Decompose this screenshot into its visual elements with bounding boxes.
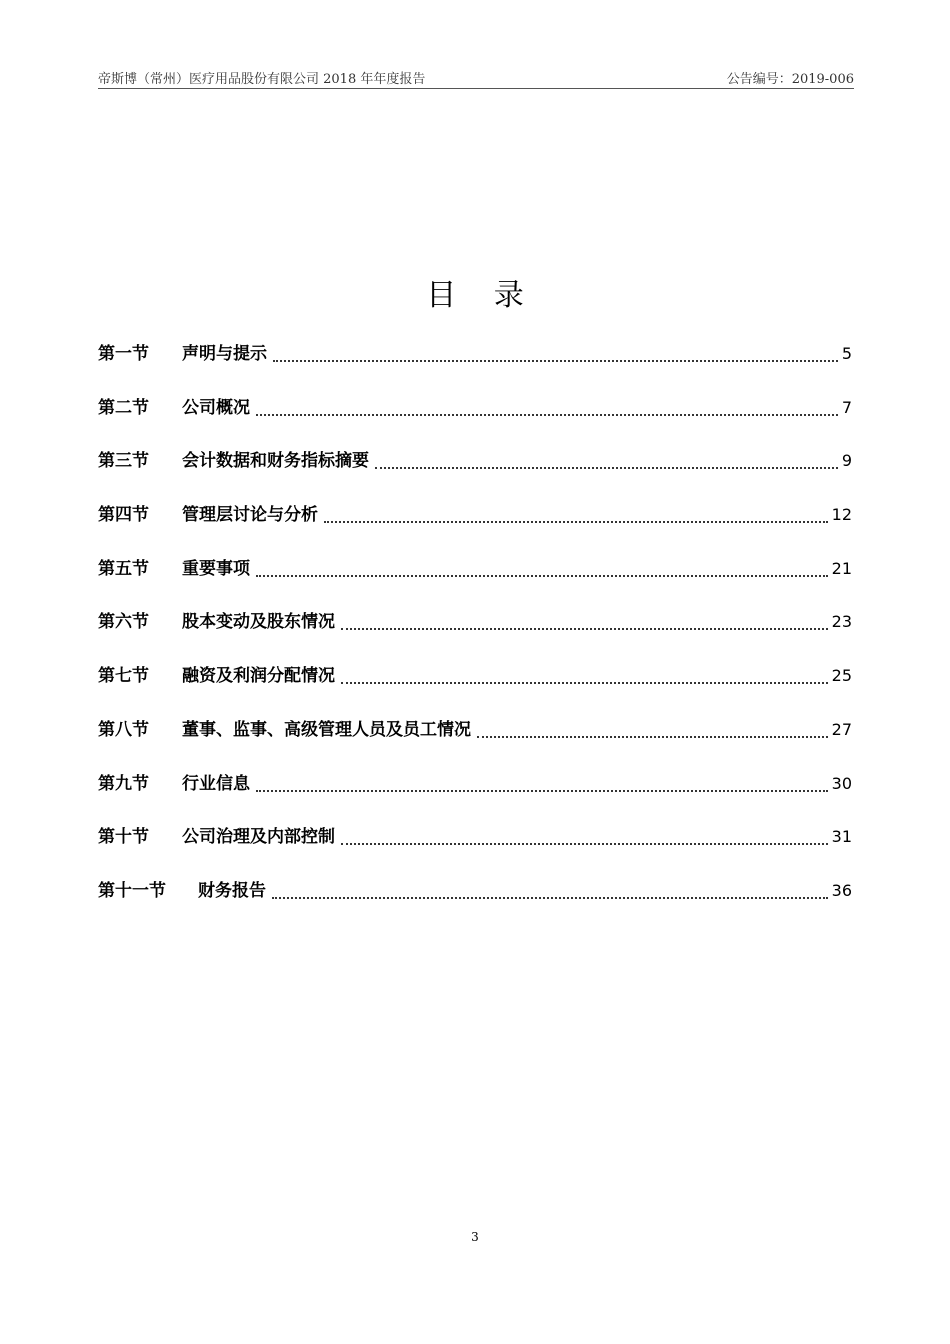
toc-page-number: 5 xyxy=(841,344,852,363)
toc-section-title: 声明与提示 xyxy=(182,344,267,364)
toc-page-number: 25 xyxy=(831,666,852,686)
toc-page-number: 31 xyxy=(831,827,852,847)
toc-section-title: 股本变动及股东情况 xyxy=(182,612,335,633)
toc-section-title: 会计数据和财务指标摘要 xyxy=(182,451,369,472)
toc-entry[interactable] xyxy=(98,825,852,879)
dot-leader xyxy=(341,664,828,684)
toc-entry[interactable] xyxy=(98,396,852,450)
toc-entry[interactable] xyxy=(98,610,852,664)
toc-section-title: 行业信息 xyxy=(182,773,250,794)
toc-section-number: 第十节 xyxy=(98,827,149,848)
toc-entry[interactable] xyxy=(98,879,852,933)
dot-leader xyxy=(324,503,828,523)
toc-title: 目 录 xyxy=(426,278,538,313)
dot-leader xyxy=(256,557,828,577)
toc-section-title: 财务报告 xyxy=(198,880,266,901)
toc-section-number: 第七节 xyxy=(98,666,149,687)
dot-leader xyxy=(341,825,828,845)
toc-page-number: 27 xyxy=(831,719,852,739)
toc-page-number: 7 xyxy=(841,397,852,417)
toc-section-number: 第四节 xyxy=(98,505,149,526)
toc-entry[interactable] xyxy=(98,503,852,557)
toc-section-number: 第八节 xyxy=(98,719,149,740)
dot-leader xyxy=(272,879,828,899)
toc-page-number: 23 xyxy=(831,612,852,632)
toc-section-number: 第六节 xyxy=(98,612,149,633)
toc-section-number: 第十一节 xyxy=(98,880,166,901)
toc-section-number: 第五节 xyxy=(98,558,149,579)
dot-leader xyxy=(256,396,838,416)
toc-section-number: 第二节 xyxy=(98,397,149,418)
toc-page-number: 36 xyxy=(831,880,852,900)
announcement-number: 公告编号：2019-006 xyxy=(726,72,854,87)
toc-entry[interactable] xyxy=(98,664,852,718)
toc-section-title: 管理层讨论与分析 xyxy=(182,505,318,526)
toc-page-number: 30 xyxy=(831,773,852,793)
toc-section-title: 董事、监事、高级管理人员及员工情况 xyxy=(182,719,471,740)
toc-entry[interactable] xyxy=(98,557,852,611)
toc-entry[interactable] xyxy=(98,342,852,396)
toc-section-number: 第一节 xyxy=(98,344,149,364)
dot-leader xyxy=(477,718,828,738)
toc-entry[interactable] xyxy=(98,449,852,503)
toc-section-number: 第三节 xyxy=(98,451,149,472)
toc-section-title: 重要事项 xyxy=(182,558,250,579)
report-title: 帝斯博（常州）医疗用品股份有限公司 2018 年年度报告 xyxy=(98,72,426,87)
toc-page-number: 12 xyxy=(831,505,852,525)
toc-entry[interactable] xyxy=(98,772,852,826)
page-number: 3 xyxy=(471,1230,479,1244)
toc-section-title: 公司治理及内部控制 xyxy=(182,827,335,848)
dot-leader xyxy=(375,449,838,469)
toc-page-number: 9 xyxy=(841,451,852,471)
page-header xyxy=(98,66,854,89)
toc-section-title: 公司概况 xyxy=(182,397,250,418)
toc-page-number: 21 xyxy=(831,558,852,578)
dot-leader xyxy=(341,610,828,630)
toc-entry[interactable] xyxy=(98,718,852,772)
toc-section-title: 融资及利润分配情况 xyxy=(182,666,335,687)
toc-section-number: 第九节 xyxy=(98,773,149,794)
dot-leader xyxy=(273,342,838,362)
dot-leader xyxy=(256,772,828,792)
table-of-contents xyxy=(98,342,852,933)
